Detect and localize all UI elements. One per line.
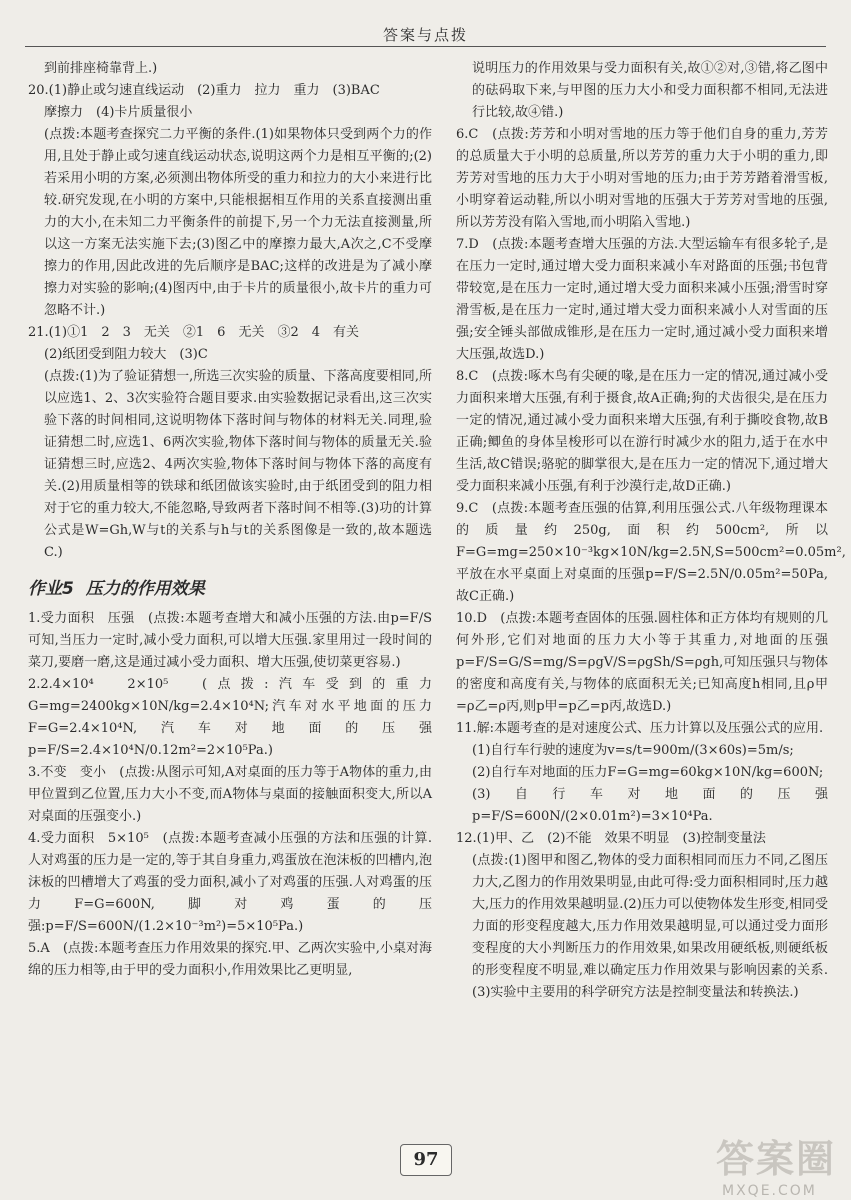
answer-paragraph: 1.受力面积 压强 (点拨:本题考查增大和减小压强的方法.由p=F/S可知,当压力一定时,减小受力面积,可以增大压强.家里用过一段时间的菜刀,要磨一磨,这是通过减小受力面积、增大压强,使切菜更容易.) [28, 611, 432, 670]
answer-paragraph: 10.D (点拨:本题考查固体的压强.圆柱体和正方体均有规则的几何外形,它们对地面的压力大小等于其重力,对地面的压强p=F/S=G/S=mg/S=ρgV/S=ρgSh/S=ρgh,可知压强只与物体的密度和高度有关,与物体的底面积无关;已知高度h相同,且ρ甲=ρ乙=ρ丙,则p甲=p乙=p丙,故选D.) [456, 611, 828, 714]
answer-paragraph: (点拨:(1)为了验证猜想一,所选三次实验的质量、下落高度要相同,所以应选1、2、3次实验符合题目要求.由实验数据记录看出,这三次实验下落的时间相同,这说明物体下落时间与物体的材料无关.同理,验证猜想二时,应选1、6两次实验,物体下落时间与物体的质量无关.验证猜想三时,应选2、4两次实验,物体下落时间与物体下落的高度有关.(2)用质量相等的铁球和纸团做该实验时,由于纸团受到的阻力相对于它的重力较大,不能忽略,导致两者下落时间不相等.(3)功的计算公式是W=Gh,W与t的关系与h与t的关系图像是一致的,故本题选C.) [44, 369, 432, 560]
answer-paragraph: 12.(1)甲、乙 (2)不能 效果不明显 (3)控制变量法 [456, 831, 766, 846]
answer-paragraph: 4.受力面积 5×10⁵ (点拨:本题考查减小压强的方法和压强的计算.人对鸡蛋的压力是一定的,等于其自身重力,鸡蛋放在泡沫板的凹槽内,泡沫板的凹槽增大了鸡蛋的受力面积,减小了对鸡蛋的压强.人对鸡蛋的压力F=G=600N,脚对鸡蛋的压强:p=F/S=600N/(1.2×10⁻³m²)=5×10⁵Pa.) [28, 831, 432, 934]
answer-paragraph: 21.(1)①1 2 3 无关 ②1 6 无关 ③2 4 有关 [28, 325, 359, 340]
answer-paragraph: (3)自行车对地面的压强p=F/S=600N/(2×0.01m²)=3×10⁴Pa. [472, 787, 828, 824]
watermark-logo: 答案圈 [716, 1137, 837, 1181]
answer-paragraph: 3.不变 变小 (点拨:从图示可知,A对桌面的压力等于A物体的重力,由甲位置到乙位置,压力大小不变,而A物体与桌面的接触面积变大,所以A对桌面的压强变小.) [28, 765, 432, 824]
answer-paragraph: (1)自行车行驶的速度为v=s/t=900m/(3×60s)=5m/s; [472, 743, 794, 758]
section-number: 作业5 [28, 579, 74, 599]
answer-paragraph: 7.D (点拨:本题考查增大压强的方法.大型运输车有很多轮子,是在压力一定时,通过增大受力面积来减小车对路面的压强;书包背带较宽,是在压力一定时,通过增大受力面积来减小压强;滑雪时穿滑雪板,是在压力一定时,通过增大受力面积来减小人对雪面的压强;安全锤头部做成锥形,是在压力一定时,通过减小受力面积来增大压强,故选D.) [456, 237, 828, 362]
answer-paragraph: 9.C (点拨:本题考查压强的估算,利用压强公式.八年级物理课本的质量约250g,面积约500cm²,所以F=G=mg=250×10⁻³kg×10N/kg=2.5N,S=500cm²=0.05m²,平放在水平桌面上对桌面的压强p=F/S=2.5N/0.05m²=50Pa,故C正确.) [456, 501, 846, 604]
section-heading [28, 578, 432, 600]
left-column [28, 58, 432, 982]
answer-paragraph: 5.A (点拨:本题考查压力作用效果的探究.甲、乙两次实验中,小桌对海绵的压力相等,由于甲的受力面积小,作用效果比乙更明显, [28, 941, 432, 978]
answer-paragraph: 20.(1)静止或匀速直线运动 (2)重力 拉力 重力 (3)BAC [28, 83, 380, 98]
watermark-url: MXQE.COM [722, 1183, 817, 1199]
header-title: 答案与点拨 [382, 26, 468, 44]
answer-paragraph: 摩擦力 (4)卡片质量很小 [44, 105, 193, 120]
section-title: 压力的作用效果 [85, 579, 205, 599]
answer-paragraph: 6.C (点拨:芳芳和小明对雪地的压力等于他们自身的重力,芳芳的总质量大于小明的总质量,所以芳芳的重力大于小明的重力,即芳芳对雪地的压力大于小明对雪地的压力;由于芳芳踏着滑雪板,小明穿着运动鞋,所以小明对雪地的压强大于芳芳对雪地的压强,所以芳芳没有陷入雪地,而小明陷入雪地.) [456, 127, 828, 230]
right-column [456, 58, 846, 1004]
answer-paragraph: 说明压力的作用效果与受力面积有关,故①②对,③错,将乙图中的砝码取下来,与甲图的压力大小和受力面积都不相同,无法进行比较,故④错.) [472, 61, 828, 120]
answer-paragraph: 8.C (点拨:啄木鸟有尖硬的喙,是在压力一定的情况,通过减小受力面积来增大压强,有利于摄食,故A正确;狗的犬齿很尖,是在压力一定的情况,通过减小受力面积来增大压强,有利于撕咬食物,故B正确;鲫鱼的身体呈梭形可以在游行时减少水的阻力,适于在水中生活,故C错误;骆驼的脚掌很大,是在压力一定的情况下,通过增大受力面积来减小压强,有利于沙漠行走,故D正确.) [456, 369, 828, 494]
page-header [0, 0, 851, 52]
header-rule [25, 46, 826, 47]
answer-paragraph: 2.2.4×10⁴ 2×10⁵ (点拨:汽车受到的重力G=mg=2400kg×10N/kg=2.4×10⁴N;汽车对水平地面的压力F=G=2.4×10⁴N,汽车对地面的压强p=F/S=2.4×10⁴N/0.12m²=2×10⁵Pa.) [28, 677, 432, 758]
answer-paragraph: (2)纸团受到阻力较大 (3)C [44, 347, 208, 362]
page-number: 97 [400, 1144, 452, 1176]
answer-paragraph: 11.解:本题考查的是对速度公式、压力计算以及压强公式的应用. [456, 721, 824, 736]
watermark [716, 1128, 837, 1199]
answer-paragraph: (点拨:(1)图甲和图乙,物体的受力面积相同而压力不同,乙图压力大,乙图力的作用效果明显,由此可得:受力面积相同时,压力越大,压力的作用效果越明显.(2)压力可以使物体发生形变,相同受力面的形变程度越大,压力作用效果越明显,可以通过受力面形变程度的大小判断压力的作用效果,如果改用硬纸板,则硬纸板的形变程度不明显,难以确定压力作用效果与影响因素的关系.(3)实验中主要用的科学研究方法是控制变量法和转换法.) [472, 853, 828, 1000]
answer-paragraph: (点拨:本题考查探究二力平衡的条件.(1)如果物体只受到两个力的作用,且处于静止或匀速直线运动状态,说明这两个力是相互平衡的;(2)若采用小明的方案,必须测出物体所受的重力和拉力的大小来进行比较.研究发现,在小明的方案中,只能根据相互作用的关系直接测出重力的大小,在未知二力平衡条件的前提下,另一个力无法直接测量,所以这一方案无法实施下去;(3)图乙中的摩擦力最大,A次之,C不受摩擦力的作用,因此改进的先后顺序是BAC;这样的改进是为了减小摩擦力对实验的影响;(4)图丙中,由于卡片的质量很小,故卡片的重力可忽略不计.) [44, 127, 432, 318]
answer-paragraph: (2)自行车对地面的压力F=G=mg=60kg×10N/kg=600N; [472, 765, 824, 780]
answer-paragraph: 到前排座椅靠背上.) [44, 61, 158, 76]
